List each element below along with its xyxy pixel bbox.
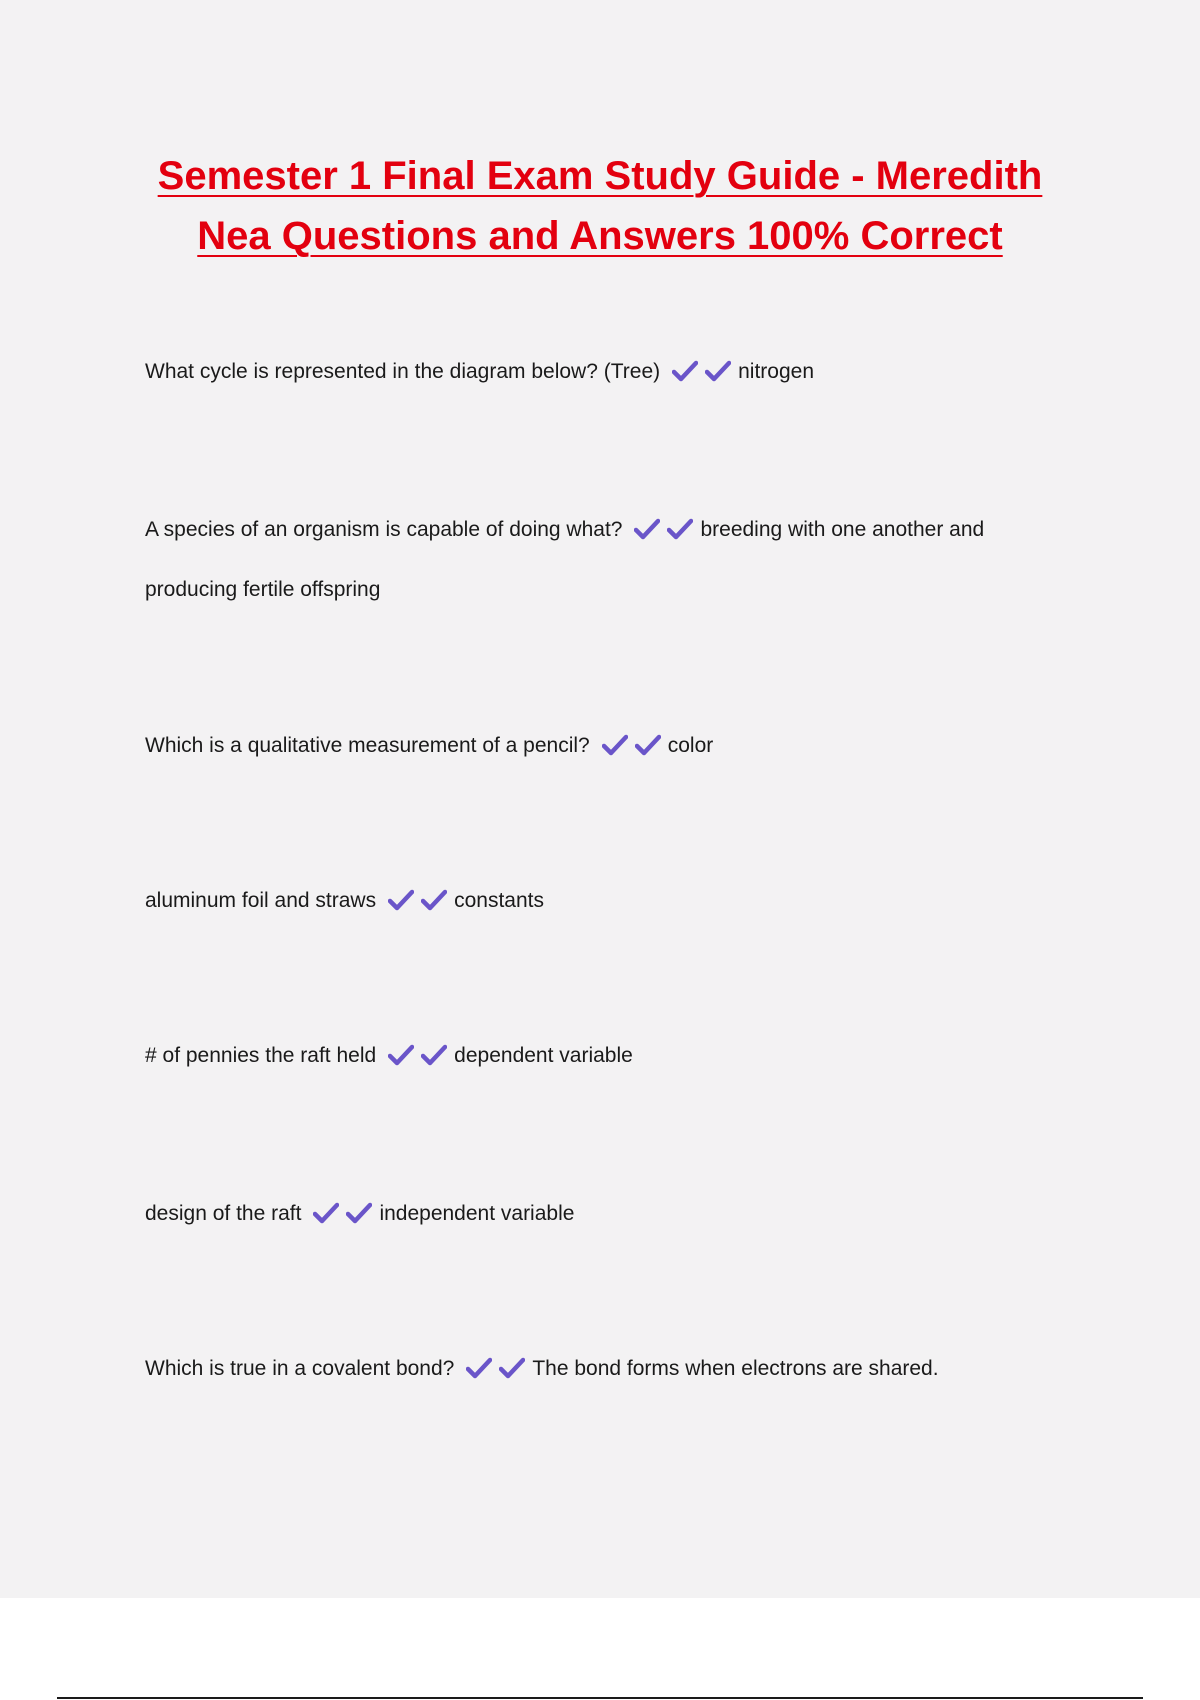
title-line-2: Nea Questions and Answers 100% Correct (197, 214, 1003, 258)
check-icon (388, 1044, 414, 1066)
check-icon (466, 1357, 492, 1379)
answer-text: color (667, 734, 714, 757)
footer-rule (57, 1697, 1143, 1699)
check-icon (388, 889, 414, 911)
check-icon (346, 1202, 372, 1224)
question-text: design of the raft (145, 1202, 302, 1225)
check-icon (634, 518, 660, 540)
question-text: A species of an organism is capable of doing what? (145, 518, 623, 541)
check-icon (602, 734, 628, 756)
check-icon (667, 518, 693, 540)
qa-item (145, 1026, 1045, 1086)
check-icon (672, 360, 698, 382)
answer-text: independent variable (379, 1202, 575, 1225)
check-icon (635, 734, 661, 756)
document-title (0, 146, 1200, 266)
answer-text: breeding with one another and producing fertile offspring (145, 518, 985, 601)
qa-item (145, 871, 1045, 931)
check-icon (313, 1202, 339, 1224)
check-icon (421, 889, 447, 911)
qa-item (145, 342, 1045, 402)
question-text: What cycle is represented in the diagram below? (Tree) (145, 360, 661, 383)
qa-item (145, 1339, 1045, 1399)
question-text: Which is true in a covalent bond? (145, 1357, 455, 1380)
qa-item (145, 716, 1045, 776)
qa-item (145, 1184, 1045, 1244)
answer-text: dependent variable (454, 1044, 633, 1067)
answer-text: constants (454, 889, 544, 912)
title-line-1: Semester 1 Final Exam Study Guide - Meredith (157, 154, 1043, 198)
check-icon (705, 360, 731, 382)
qa-item (145, 500, 1045, 620)
answer-text: The bond forms when electrons are shared. (532, 1357, 939, 1380)
question-text: aluminum foil and straws (145, 889, 377, 912)
answer-text: nitrogen (738, 360, 815, 383)
question-text: Which is a qualitative measurement of a pencil? (145, 734, 590, 757)
check-icon (421, 1044, 447, 1066)
question-text: # of pennies the raft held (145, 1044, 377, 1067)
check-icon (499, 1357, 525, 1379)
